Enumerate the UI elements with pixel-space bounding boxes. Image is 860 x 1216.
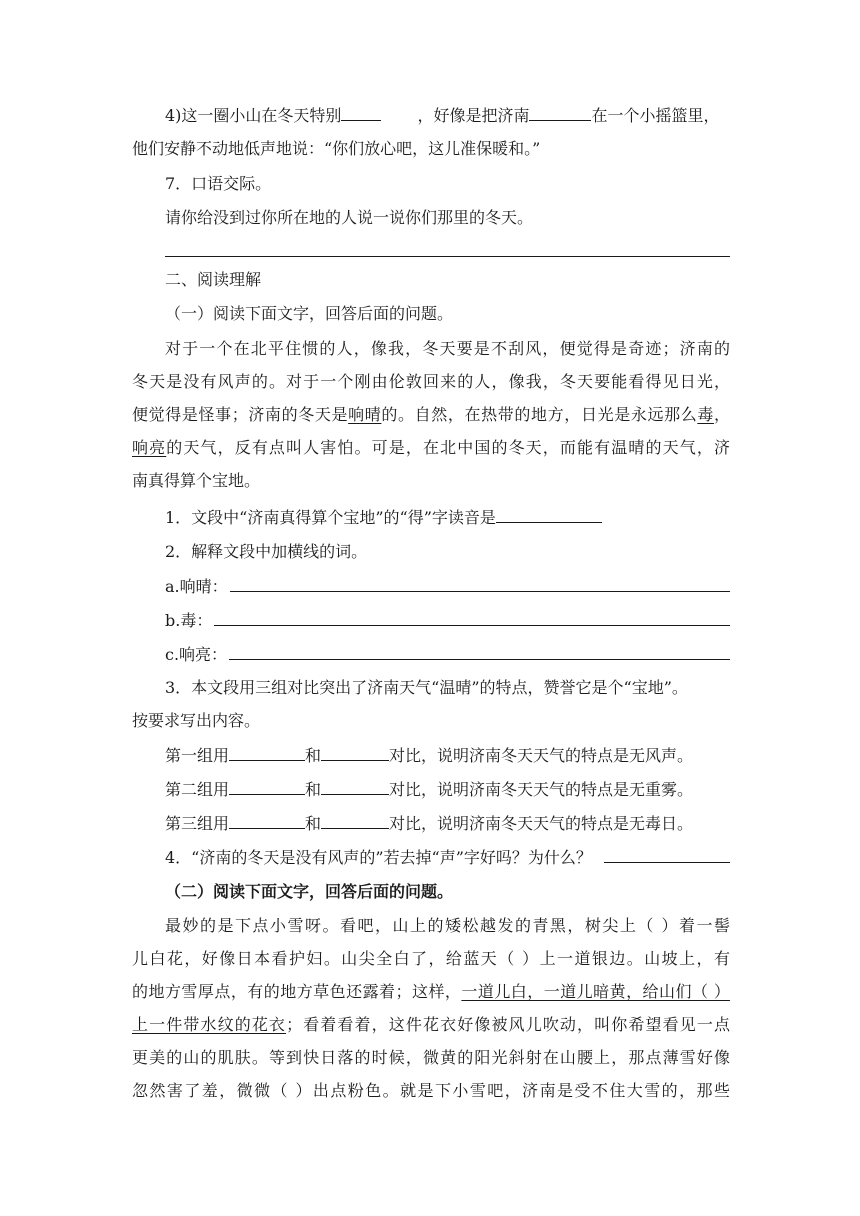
answer-blank[interactable] — [321, 811, 389, 829]
answer-blank[interactable] — [341, 103, 381, 121]
underlined-word: 毒 — [697, 405, 714, 424]
passage1-line-1: 对于一个在北平住惯的人，像我，冬天要是不刮风，便觉得是奇迹；济南的 — [165, 339, 730, 358]
question-3-line-1: 3．本文段用三组对比突出了济南天气“温晴”的特点，赞誉它是个“宝地”。 — [165, 678, 688, 697]
part1-title: （一）阅读下面文字，回答后面的问题。 — [165, 304, 454, 323]
answer-blank[interactable] — [229, 743, 305, 761]
q3-row-3: 第三组用 和 对比，说明济南冬天天气的特点是无毒日。 — [165, 811, 730, 835]
underlined-word: 响晴 — [348, 405, 382, 424]
passage2-line-4: 上一件带水纹的花衣；看着看着，这件花衣好像被风儿吹动，叫你希望看见一点 — [132, 1015, 730, 1034]
question-3-line-2: 按要求写出内容。 — [132, 711, 261, 730]
passage2-line-1: 最妙的是下点小雪呀。看吧，山上的矮松越发的青黑，树尖上（ ）着一髻 — [165, 916, 730, 935]
passage2-line-2: 儿白花，好像日本看护妇。山尖全白了，给蓝天（ ）上一道银边。山坡上，有 — [132, 949, 730, 968]
answer-line[interactable] — [165, 256, 730, 257]
underlined-phrase: 一道儿白，一道儿暗黄，给山们（ ） — [461, 982, 730, 1001]
question-1: 1．文段中“济南真得算个宝地”的“得”字读音是 — [165, 505, 730, 529]
q4-line-2: 他们安静不动地低声地说：“你们放心吧，这儿准保暖和。” — [132, 139, 541, 158]
q3-row-2: 第二组用 和 对比，说明济南冬天天气的特点是无重雾。 — [165, 777, 730, 801]
passage1-line-2: 冬天是没有风声的。对于一个刚由伦敦回来的人，像我，冬天要能看得见日光， — [132, 372, 730, 391]
passage2-line-6: 忽然害了羞，微微（ ）出点粉色。就是下小雪吧，济南是受不住大雪的，那些 — [132, 1081, 730, 1100]
question-2c: c.响亮： — [165, 642, 730, 666]
q7-title: 7．口语交际。 — [165, 174, 272, 193]
question-2a: a.响晴： — [165, 574, 730, 598]
passage1-line-3: 便觉得是怪事；济南的冬天是响晴的。自然，在热带的地方，日光是永远那么毒， — [132, 405, 730, 424]
answer-line[interactable] — [604, 845, 730, 863]
answer-blank[interactable] — [321, 777, 389, 795]
answer-line[interactable] — [230, 574, 730, 592]
answer-blank[interactable] — [229, 811, 305, 829]
underlined-word: 响亮 — [132, 438, 167, 457]
q4-line-1: 4)这一圈小山在冬天特别 ，好像是把济南 在一个小摇篮里， — [165, 103, 730, 127]
answer-blank[interactable] — [496, 505, 602, 523]
answer-line[interactable] — [229, 642, 730, 660]
part2-title: （二）阅读下面文字，回答后面的问题。 — [165, 882, 454, 901]
answer-blank[interactable] — [321, 743, 389, 761]
passage1-line-5: 南真得算个宝地。 — [132, 471, 261, 490]
answer-blank[interactable] — [229, 777, 305, 795]
section-heading: 二、阅读理解 — [165, 270, 262, 289]
question-2b: b.毒： — [165, 608, 730, 632]
question-4: 4．“济南的冬天是没有风声的”若去掉“声”字好吗？为什么？ — [165, 845, 730, 869]
underlined-phrase: 上一件带水纹的花衣 — [132, 1015, 287, 1034]
q7-prompt: 请你给没到过你所在地的人说一说你们那里的冬天。 — [165, 208, 534, 227]
passage2-line-5: 更美的山的肌肤。等到快日落的时候，微黄的阳光斜射在山腰上，那点薄雪好像 — [132, 1048, 730, 1067]
passage1-line-4: 响亮的天气，反有点叫人害怕。可是，在北中国的冬天，而能有温晴的天气，济 — [132, 438, 730, 457]
answer-line[interactable] — [214, 608, 730, 626]
q3-row-1: 第一组用 和 对比，说明济南冬天天气的特点是无风声。 — [165, 743, 730, 767]
passage2-line-3: 的地方雪厚点，有的地方草色还露着；这样，一道儿白，一道儿暗黄，给山们（ ） — [132, 982, 730, 1001]
answer-blank[interactable] — [529, 103, 591, 121]
question-2: 2．解释文段中加横线的词。 — [165, 542, 368, 561]
